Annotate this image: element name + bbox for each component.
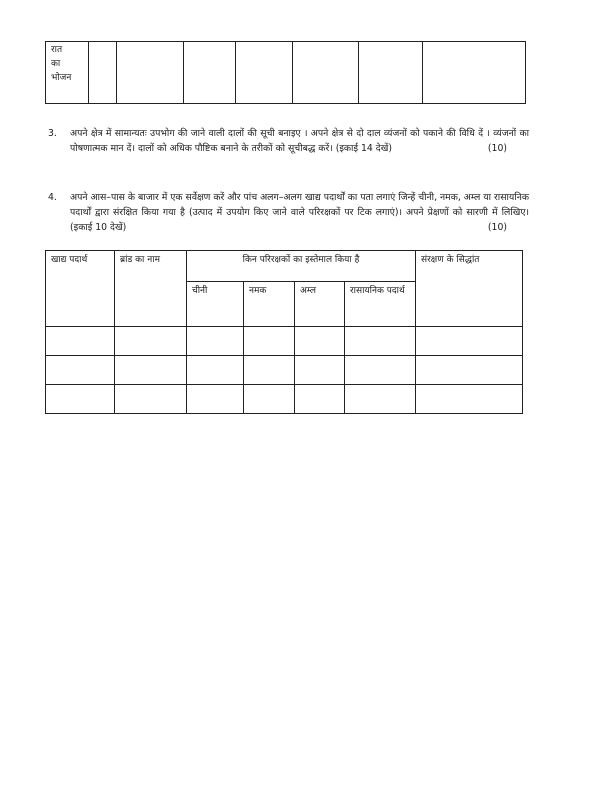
table-cell xyxy=(345,385,416,414)
meal-label-line: रात xyxy=(51,45,63,55)
table-cell xyxy=(295,385,345,414)
subheader-sugar: चीनी xyxy=(187,282,244,327)
table-row xyxy=(46,356,523,385)
table-cell xyxy=(345,356,416,385)
table-cell xyxy=(345,327,416,356)
header-preservatives-used: किन परिरक्षकों का इस्तेमाल किया है xyxy=(187,251,416,282)
table-cell xyxy=(46,327,115,356)
question-text: अपने आस–पास के बाजार में एक सर्वेक्षण करें और पांच अलग–अलग खाद्य पदार्थों का पता लगाएं जिन्हें चीनी, नमक, अम्ल या रासायनिक पदार्थों द्वारा संरक्षित किया गया है (उत्पाद में उपयोग किए जाने वाले परिरक्षकों पर टिक लगाएं)। अपने प्रेक्षणों को सारणी में लिखिए। (इकाई 10 देखें) xyxy=(70,192,529,233)
table-cell xyxy=(293,42,359,104)
table-cell xyxy=(244,385,295,414)
question-number: 4. xyxy=(48,192,57,203)
table-cell xyxy=(423,42,526,104)
table-cell xyxy=(295,356,345,385)
table-cell xyxy=(46,385,115,414)
question-number: 3. xyxy=(48,128,57,139)
question-4 xyxy=(48,190,529,235)
header-preservation-principle: संरक्षण के सिद्धांत xyxy=(416,251,523,327)
meal-label-line: का xyxy=(51,59,61,69)
table-cell xyxy=(89,42,117,104)
table-cell xyxy=(416,385,523,414)
table-cell xyxy=(244,356,295,385)
question-text: अपने क्षेत्र में सामान्यतः उपभोग की जाने वाली दालों की सूची बनाइए । अपने क्षेत्र से दो दाल व्यंजनों को पकाने की विधि दें । व्यंजनों का पोषणात्मक मान दें। दालों को अधिक पौष्टिक बनाने के तरीकों को सूचीबद्ध करें। (इकाई 14 देखें) xyxy=(70,128,529,154)
question-3 xyxy=(48,126,529,156)
table-cell xyxy=(244,327,295,356)
table-cell xyxy=(187,385,244,414)
header-food-item: खाद्य पदार्थ xyxy=(46,251,115,327)
table-cell xyxy=(416,327,523,356)
question-marks: (10) xyxy=(487,222,507,233)
table-row xyxy=(46,327,523,356)
table-row xyxy=(46,385,523,414)
subheader-salt: नमक xyxy=(244,282,295,327)
table-cell xyxy=(115,356,187,385)
question-marks: (10) xyxy=(487,143,507,154)
table-cell xyxy=(359,42,423,104)
table-cell xyxy=(184,42,236,104)
observation-table xyxy=(45,250,523,414)
table-cell xyxy=(416,356,523,385)
table-cell xyxy=(46,356,115,385)
meal-label-cell xyxy=(46,42,89,104)
table-cell xyxy=(115,327,187,356)
table-cell xyxy=(187,356,244,385)
table-cell xyxy=(117,42,184,104)
subheader-chemical: रासायनिक पदार्थ xyxy=(345,282,416,327)
header-brand-name: ब्रांड का नाम xyxy=(115,251,187,327)
meal-label-line: भोजन xyxy=(51,73,72,83)
table-row xyxy=(46,42,526,104)
subheader-acid: अम्ल xyxy=(295,282,345,327)
table-header-row xyxy=(46,251,523,282)
table-cell xyxy=(236,42,293,104)
meal-table xyxy=(45,41,526,104)
table-cell xyxy=(187,327,244,356)
table-cell xyxy=(115,385,187,414)
table-cell xyxy=(295,327,345,356)
